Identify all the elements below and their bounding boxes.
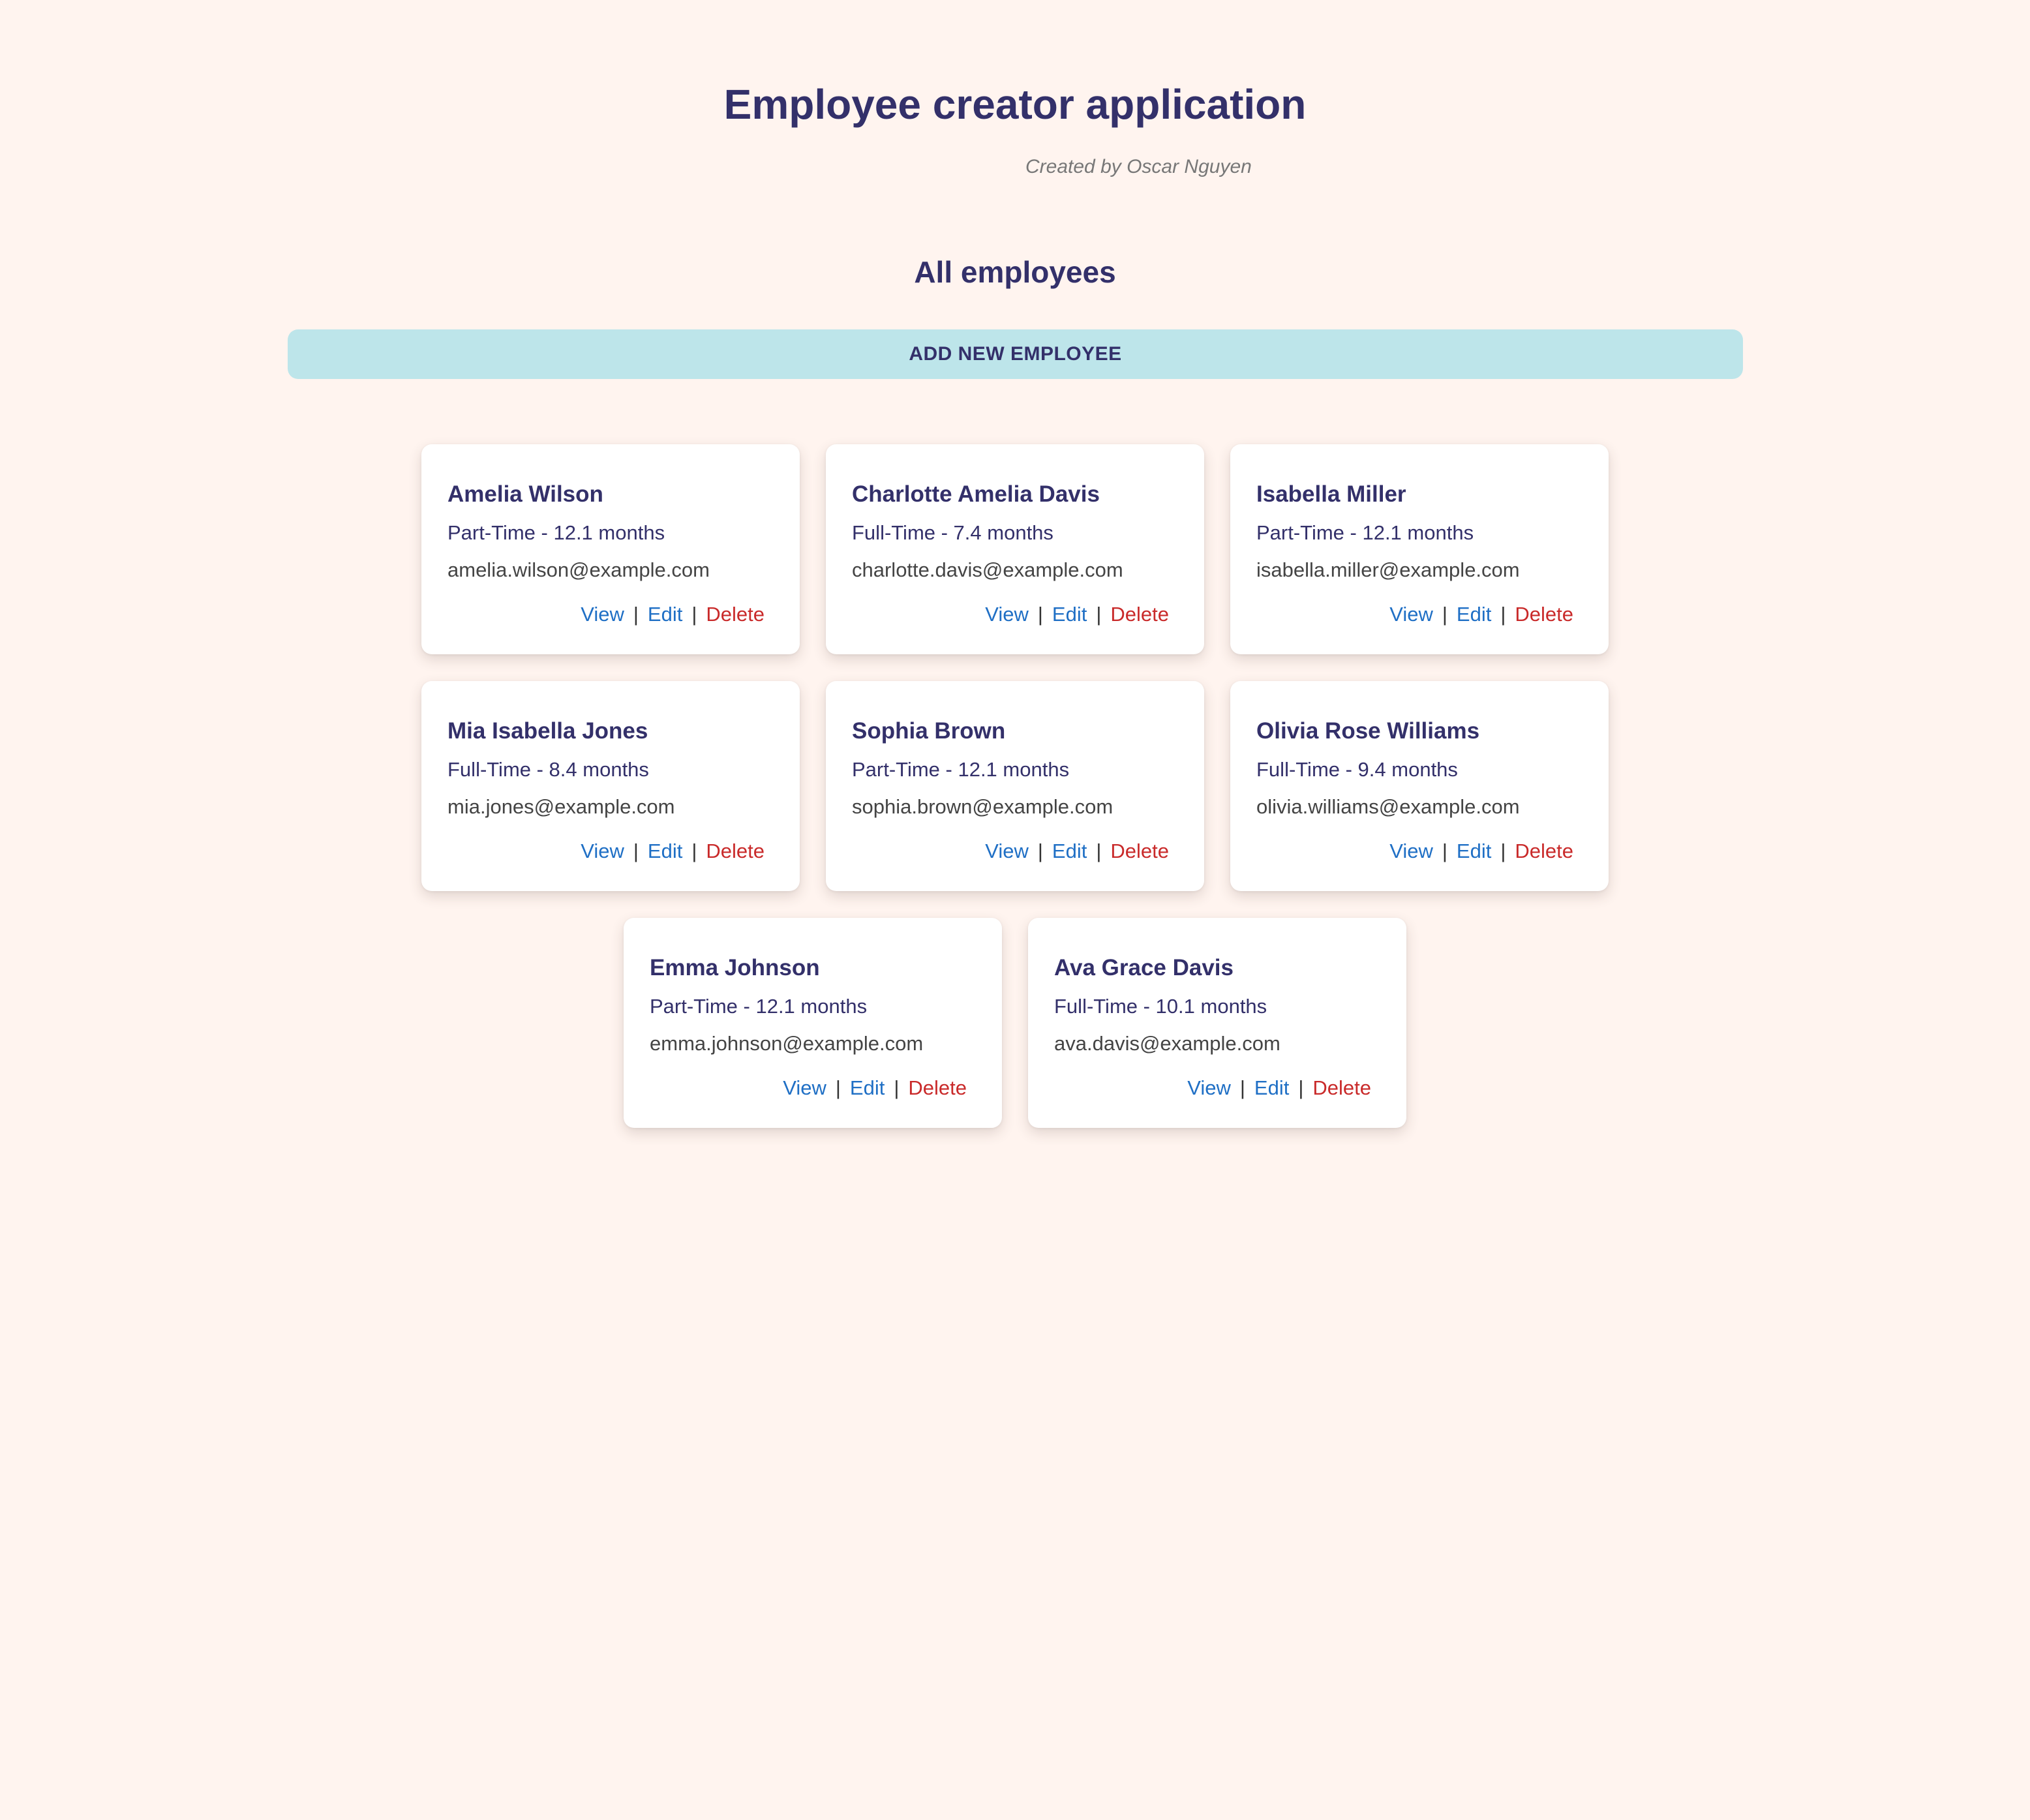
view-employee-link[interactable]: View (1389, 840, 1433, 862)
edit-employee-link[interactable]: Edit (1052, 603, 1087, 626)
employee-card (826, 444, 1204, 654)
view-employee-link[interactable]: View (1389, 603, 1433, 626)
action-separator: | (1298, 1076, 1304, 1099)
employee-contract: Part-Time - 12.1 months (1256, 521, 1474, 544)
employee-name: Charlotte Amelia Davis (852, 481, 1100, 507)
edit-employee-link[interactable]: Edit (1456, 603, 1492, 626)
action-separator: | (691, 840, 697, 862)
employee-card (421, 681, 800, 891)
delete-employee-link[interactable]: Delete (706, 603, 765, 626)
employee-actions (985, 601, 1169, 628)
action-separator: | (1442, 603, 1447, 626)
employee-actions (1187, 1075, 1371, 1101)
view-employee-link[interactable]: View (1187, 1076, 1231, 1099)
app-title: Employee creator application (723, 81, 1307, 128)
action-separator: | (1037, 603, 1043, 626)
delete-employee-link[interactable]: Delete (1110, 840, 1169, 862)
edit-employee-link[interactable]: Edit (1254, 1076, 1290, 1099)
view-employee-link[interactable]: View (985, 840, 1029, 862)
delete-employee-link[interactable]: Delete (706, 840, 765, 862)
employee-email: amelia.wilson@example.com (447, 558, 710, 581)
employee-actions (783, 1075, 967, 1101)
delete-employee-link[interactable]: Delete (1312, 1076, 1371, 1099)
all-employees-heading: All employees (914, 255, 1116, 289)
employee-email: charlotte.davis@example.com (852, 558, 1123, 581)
employee-actions (1389, 601, 1573, 628)
view-employee-link[interactable]: View (581, 840, 624, 862)
action-separator: | (1500, 603, 1506, 626)
action-separator: | (1096, 840, 1102, 862)
employee-card (421, 444, 800, 654)
action-separator: | (1037, 840, 1043, 862)
employee-card (624, 918, 1002, 1128)
employee-email: olivia.williams@example.com (1256, 795, 1520, 818)
employee-actions (581, 838, 765, 864)
employee-actions (985, 838, 1169, 864)
employee-email: mia.jones@example.com (447, 795, 675, 818)
employee-contract: Full-Time - 8.4 months (447, 758, 649, 781)
edit-employee-link[interactable]: Edit (647, 840, 683, 862)
employee-card (1028, 918, 1406, 1128)
employee-contract: Full-Time - 7.4 months (852, 521, 1053, 544)
employee-card (826, 681, 1204, 891)
employee-card (1230, 681, 1609, 891)
author-credit: Created by Oscar Nguyen (1025, 156, 1252, 177)
delete-employee-link[interactable]: Delete (1515, 840, 1573, 862)
employee-card (1230, 444, 1609, 654)
action-separator: | (633, 603, 639, 626)
employee-email: isabella.miller@example.com (1256, 558, 1520, 581)
edit-employee-link[interactable]: Edit (647, 603, 683, 626)
employee-name: Emma Johnson (650, 955, 820, 980)
action-separator: | (1096, 603, 1102, 626)
employee-actions (581, 601, 765, 628)
view-employee-link[interactable]: View (581, 603, 624, 626)
delete-employee-link[interactable]: Delete (1110, 603, 1169, 626)
employee-name: Sophia Brown (852, 718, 1006, 744)
employee-name: Ava Grace Davis (1054, 955, 1234, 980)
view-employee-link[interactable]: View (783, 1076, 826, 1099)
employee-name: Mia Isabella Jones (447, 718, 648, 744)
employee-contract: Part-Time - 12.1 months (650, 995, 868, 1018)
employee-name: Isabella Miller (1256, 481, 1406, 507)
employee-name: Olivia Rose Williams (1256, 718, 1480, 744)
employee-actions (1389, 838, 1573, 864)
add-new-employee-button[interactable]: ADD NEW EMPLOYEE (288, 329, 1743, 379)
action-separator: | (835, 1076, 841, 1099)
delete-employee-link[interactable]: Delete (1515, 603, 1573, 626)
action-separator: | (633, 840, 639, 862)
employee-email: sophia.brown@example.com (852, 795, 1113, 818)
action-separator: | (1500, 840, 1506, 862)
action-separator: | (1239, 1076, 1245, 1099)
employee-contract: Part-Time - 12.1 months (852, 758, 1070, 781)
delete-employee-link[interactable]: Delete (908, 1076, 967, 1099)
employee-email: ava.davis@example.com (1054, 1032, 1280, 1055)
employee-contract: Part-Time - 12.1 months (447, 521, 665, 544)
view-employee-link[interactable]: View (985, 603, 1029, 626)
edit-employee-link[interactable]: Edit (1052, 840, 1087, 862)
action-separator: | (894, 1076, 900, 1099)
employee-contract: Full-Time - 10.1 months (1054, 995, 1267, 1018)
action-separator: | (1442, 840, 1447, 862)
employee-contract: Full-Time - 9.4 months (1256, 758, 1458, 781)
edit-employee-link[interactable]: Edit (1456, 840, 1492, 862)
action-separator: | (691, 603, 697, 626)
employee-name: Amelia Wilson (447, 481, 603, 507)
edit-employee-link[interactable]: Edit (849, 1076, 885, 1099)
employee-email: emma.johnson@example.com (650, 1032, 924, 1055)
